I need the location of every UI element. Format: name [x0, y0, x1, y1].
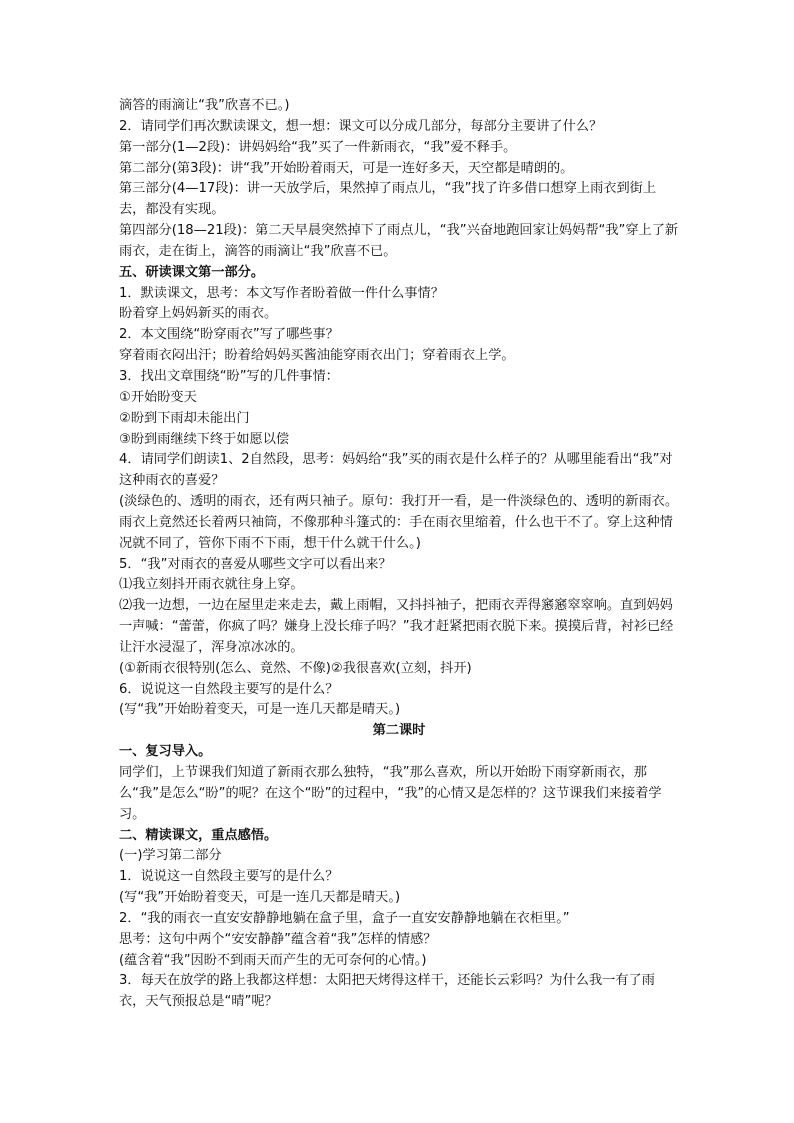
- answer-4: (淡绿色的、透明的雨衣，还有两只袖子。原句：我打开一看，是一件淡绿色的、透明的新雨衣。雨衣上竟然还长着两只袖筒，不像那种斗篷式的：手在雨衣里缩着，什么也干不了。穿上这种情况就不同了，管你下雨不下雨，想干什么就干什么。): [119, 494, 679, 551]
- question-1: 1．默读课文，思考：本文写作者盼着做一件什么事情？: [119, 285, 444, 301]
- section-heading-review: 一、复习导入。: [119, 744, 212, 760]
- question-4: 4．请同学们朗读1、2自然段，思考：妈妈给“我”买的雨衣是什么样子的？从哪里能看出“我”对这种雨衣的喜爱？: [119, 452, 673, 489]
- answer-2: 穿着雨衣闷出汗；盼着给妈妈买酱油能穿雨衣出门；穿着雨衣上学。: [119, 348, 515, 364]
- section-heading-5: 五、研读课文第一部分。: [119, 264, 265, 280]
- paragraph: 滴答的雨滴让“我”欣喜不已。): [119, 98, 290, 113]
- intro-paragraph: 同学们，上节课我们知道了新雨衣那么独特，“我”那么喜欢，所以开始盼下雨穿新雨衣，那么“我”是怎么“盼”的呢？在这个“盼”的过程中，“我”的心情又是怎样的？这节课我们来接着学习。: [119, 765, 662, 822]
- question-6: 6．说说这一自然段主要写的是什么？: [119, 681, 339, 697]
- question-b2: 2．“我的雨衣一直安安静静地躺在盒子里，盒子一直安安静静地躺在衣柜里。”: [119, 910, 570, 926]
- answer-1: 盼着穿上妈妈新买的雨衣。: [119, 306, 278, 322]
- answer-5-2: ⑵我一边想，一边在屋里走来走去，戴上雨帽，又抖抖袖子，把雨衣弄得窸窸窣窣响。直到妈妈一声喊：“蕾蕾，你疯了吗？嫌身上没长痱子吗？”我才赶紧把雨衣脱下来。摸摸后背，衬衫已经让汗水浸湿了，浑身凉冰冰的。: [119, 598, 674, 655]
- subheading-part-two: (一)学习第二部分: [119, 848, 222, 864]
- think-b2: 思考：这句中两个“安安静静”蕴含着“我”怎样的情感？: [119, 931, 437, 947]
- lesson-title: 第二课时: [372, 723, 426, 739]
- answer-b2: (蕴含着“我”因盼不到雨天而产生的无可奈何的心情。): [119, 952, 427, 968]
- document-body: [119, 96, 679, 1013]
- answer-b1: (写“我”开始盼着变天，可是一连几天都是晴天。): [119, 890, 401, 906]
- section-heading-close-reading: 二、精读课文，重点感悟。: [119, 827, 278, 843]
- question-b3: 3．每天在放学的路上我都这样想：太阳把天烤得这样干，还能长云彩吗？为什么我一有了雨衣，天气预报总是“晴”呢？: [119, 973, 655, 1010]
- question-b1: 1．说说这一自然段主要写的是什么？: [119, 869, 339, 885]
- question-3: 3．找出文章围绕“盼”写的几件事情：: [119, 368, 339, 384]
- part-one: 第一部分(1—2段)：讲妈妈给“我”买了一件新雨衣，“我”爱不释手。: [119, 139, 517, 155]
- list-item-3: ③盼到雨继续下终于如愿以偿: [119, 431, 290, 447]
- part-four: 第四部分(18—21段)：第二天早晨突然掉下了雨点儿，“我”兴奋地跑回家让妈妈帮“我”穿上了新雨衣，走在街上，滴答的雨滴让“我”欣喜不已。: [119, 223, 679, 259]
- part-two: 第二部分(第3段)：讲“我”开始盼着雨天，可是一连好多天，天空都是晴朗的。: [119, 160, 574, 176]
- question-2: 2．请同学们再次默读课文，想一想：课文可以分成几部分，每部分主要讲了什么？: [119, 118, 603, 134]
- answer-6: (写“我”开始盼着变天，可是一连几天都是晴天。): [119, 702, 401, 718]
- list-item-1: ①开始盼变天: [119, 389, 197, 405]
- question-2b: 2．本文围绕“盼穿雨衣”写了哪些事？: [119, 327, 339, 343]
- part-three: 第三部分(4—17段)：讲一天放学后，果然掉了雨点儿，“我”找了许多借口想穿上雨衣到街上去，都没有实现。: [119, 181, 657, 218]
- answer-5-1: ⑴我立刻抖开雨衣就往身上穿。: [119, 577, 304, 593]
- question-5: 5．“我”对雨衣的喜爱从哪些文字可以看出来？: [119, 556, 392, 572]
- list-item-2: ②盼到下雨却未能出门: [119, 410, 250, 426]
- answer-5-summary: (①新雨衣很特别(怎么、竟然、不像)②我很喜欢(立刻，抖开): [119, 660, 472, 676]
